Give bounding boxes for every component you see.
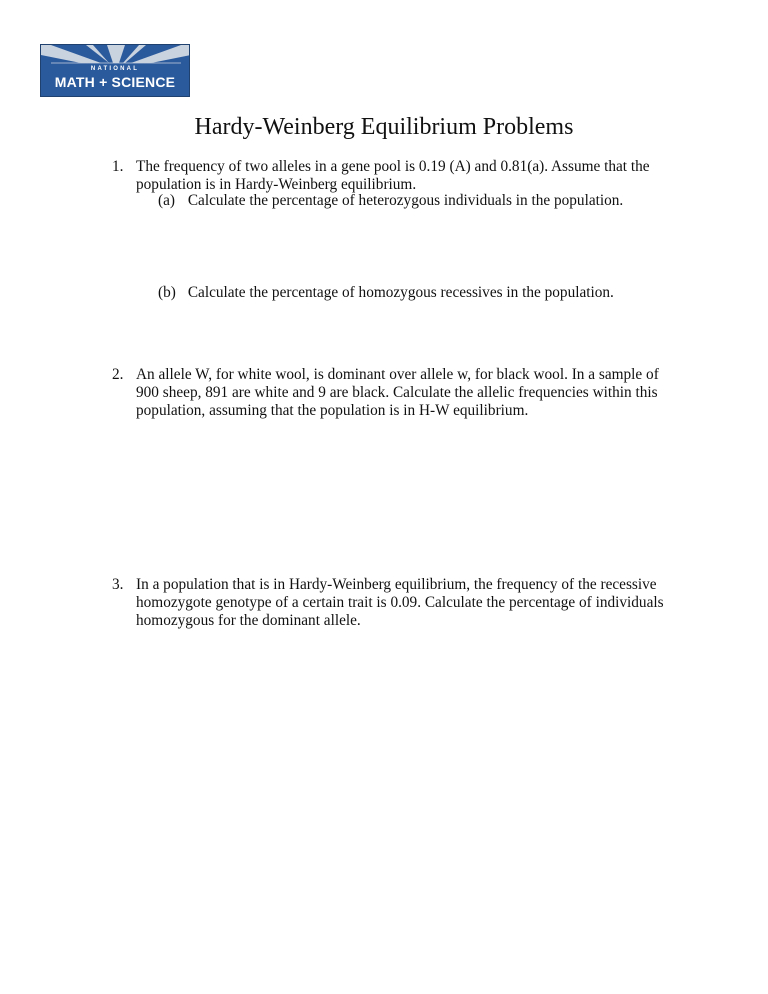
question-text: In a population that is in Hardy-Weinberg equilibrium, the frequency of the recessive homozygote genotype of a certain trait is 0.09. Calculate the percentage of individuals homozygous for the dominant allele. (136, 576, 664, 629)
question-text: The frequency of two alleles in a gene pool is 0.19 (A) and 0.81(a). Assume that the population is in Hardy-Weinberg equilibrium. (136, 158, 650, 193)
question-number: 3. (112, 576, 124, 593)
question-number: 1. (112, 158, 124, 175)
part-text: Calculate the percentage of heterozygous individuals in the population. (187, 192, 624, 209)
logo-national-text: NATIONAL (90, 66, 140, 72)
part-text: Calculate the percentage of homozygous recessives in the population. (187, 284, 614, 301)
question-1b (158, 284, 614, 302)
question-text: An allele W, for white wool, is dominant over allele w, for black wool. In a sample of 900 sheep, 891 are white and 9 are black. Calculate the allelic frequencies within this population, assuming that the population is in H-W equilibrium. (136, 366, 659, 419)
part-label: (b) (158, 284, 176, 301)
question-1 (112, 158, 672, 194)
logo-math-science-text: MATH + SCIENCE (54, 74, 176, 90)
national-math-science-logo (40, 44, 190, 97)
question-3 (112, 576, 672, 630)
part-label: (a) (158, 192, 175, 209)
page-title: Hardy-Weinberg Equilibrium Problems (194, 114, 574, 140)
question-number: 2. (112, 366, 124, 383)
question-1a (158, 192, 623, 210)
question-2 (112, 366, 672, 420)
